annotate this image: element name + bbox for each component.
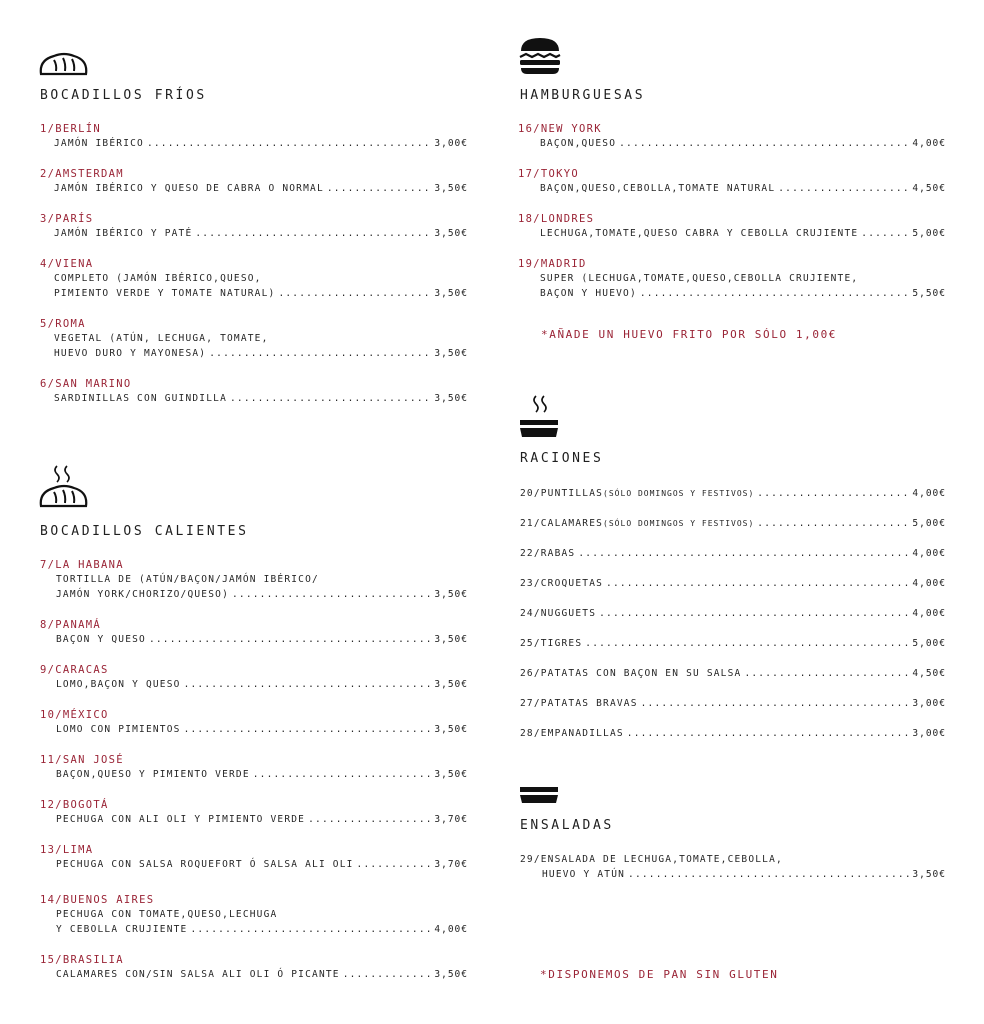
item-name: 13/LIMA [40, 844, 94, 856]
dot-leader [147, 136, 431, 151]
item-desc: HUEVO DURO Y MAYONESA) [54, 348, 207, 359]
item-name: 8/PANAMÁ [40, 619, 101, 631]
item-desc-line: SUPER (LECHUGA,TOMATE,QUESO,CEBOLLA CRUJIENTE, [540, 273, 859, 284]
dot-leader [357, 857, 432, 872]
menu-item [40, 843, 468, 872]
item-name: 14/BUENOS AIRES [40, 894, 155, 906]
item-price: 4,00€ [912, 138, 946, 149]
racion-item [520, 546, 946, 561]
item-price: 3,50€ [434, 769, 468, 780]
item-name: 11/SAN JOSÉ [40, 754, 124, 766]
menu-item [40, 257, 468, 301]
racion-name [520, 486, 754, 501]
bowl-icon [518, 786, 560, 804]
menu-item [518, 257, 946, 301]
item-price-line [40, 587, 468, 602]
item-desc: LOMO,BAÇON Y QUESO [56, 679, 181, 690]
menu-item [40, 663, 468, 692]
dot-leader [253, 767, 432, 782]
racion-name [520, 606, 596, 621]
racion-price: 4,00€ [912, 578, 946, 589]
racion-price: 4,50€ [912, 668, 946, 679]
ensalada-desc-line: 29/ENSALADA DE LECHUGA,TOMATE,CEBOLLA, [520, 854, 783, 865]
dot-leader [640, 286, 910, 301]
dot-leader [149, 632, 431, 647]
item-price-line [40, 346, 468, 361]
item-desc: LECHUGA,TOMATE,QUESO CABRA Y CEBOLLA CRUJIENTE [540, 228, 859, 239]
item-desc: SARDINILLAS CON GUINDILLA [54, 393, 227, 404]
dot-leader [619, 136, 909, 151]
dot-leader [278, 286, 431, 301]
item-desc: LOMO CON PIMIENTOS [56, 724, 181, 735]
item-desc: JAMÓN IBÉRICO [54, 138, 144, 149]
item-name: 16/NEW YORK [518, 123, 602, 135]
item-desc: BAÇON Y QUESO [56, 634, 146, 645]
racion-price: 3,00€ [912, 728, 946, 739]
dot-leader [641, 696, 910, 711]
menu-item [518, 212, 946, 241]
dot-leader [209, 346, 431, 361]
section-title-calientes: BOCADILLOS CALIENTES [40, 524, 249, 539]
item-price-line [40, 767, 468, 782]
racion-name [520, 726, 624, 741]
racion-availability: (SÓLO DOMINGOS Y FESTIVOS) [603, 519, 755, 528]
section-title-hamburguesas: HAMBURGUESAS [520, 88, 646, 103]
item-name: 18/LONDRES [518, 213, 595, 225]
item-price-line [40, 136, 468, 151]
item-price-line [518, 226, 946, 241]
racion-item [520, 666, 946, 681]
racion-price: 4,00€ [912, 488, 946, 499]
item-price: 3,50€ [434, 348, 468, 359]
dot-leader [308, 812, 431, 827]
item-price-line [40, 722, 468, 737]
item-desc-line: COMPLETO (JAMÓN IBÉRICO,QUESO, [54, 273, 262, 284]
item-name: 4/VIENA [40, 258, 94, 270]
item-price-line [40, 286, 468, 301]
item-price: 4,50€ [912, 183, 946, 194]
item-desc: BAÇON Y HUEVO) [540, 288, 637, 299]
item-price-line [40, 812, 468, 827]
item-desc: PECHUGA CON SALSA ROQUEFORT Ó SALSA ALI OLI [56, 859, 354, 870]
item-price-line [40, 226, 468, 241]
racion-price: 4,00€ [912, 608, 946, 619]
racion-name [520, 546, 575, 561]
dot-leader [778, 181, 909, 196]
item-price: 3,50€ [434, 183, 468, 194]
racion-label: 20/PUNTILLAS [520, 488, 604, 499]
menu-item [518, 122, 946, 151]
racion-name [520, 696, 638, 711]
menu-item [40, 212, 468, 241]
racion-item [520, 726, 946, 741]
item-price: 3,50€ [434, 228, 468, 239]
item-price: 3,50€ [434, 969, 468, 980]
dot-leader [578, 546, 909, 561]
item-name: 12/BOGOTÁ [40, 799, 109, 811]
item-price-line [40, 632, 468, 647]
racion-label: 21/CALAMARES [520, 518, 604, 529]
item-price-line [518, 286, 946, 301]
racion-price: 5,00€ [912, 518, 946, 529]
ensalada-desc-last: HUEVO Y ATÚN [542, 869, 626, 880]
ensalada-price: 3,50€ [912, 869, 946, 880]
item-price: 3,50€ [434, 288, 468, 299]
item-price-line [40, 181, 468, 196]
dot-leader [757, 516, 909, 531]
item-price: 3,50€ [434, 634, 468, 645]
racion-price: 3,00€ [912, 698, 946, 709]
section-title-ensaladas: ENSALADAS [520, 818, 614, 833]
dot-leader [627, 726, 910, 741]
item-desc: BAÇON,QUESO,CEBOLLA,TOMATE NATURAL [540, 183, 776, 194]
racion-price: 4,00€ [912, 548, 946, 559]
hot-dish-icon [518, 394, 560, 440]
item-name: 15/BRASILIA [40, 954, 124, 966]
racion-item [520, 606, 946, 621]
item-price-line [40, 967, 468, 982]
item-desc: JAMÓN IBÉRICO Y QUESO DE CABRA O NORMAL [54, 183, 324, 194]
item-desc-line: TORTILLA DE (ATÚN/BAÇON/JAMÓN IBÉRICO/ [56, 574, 319, 585]
dot-leader [343, 967, 432, 982]
racion-label: 23/CROQUETAS [520, 578, 604, 589]
menu-item [518, 167, 946, 196]
dot-leader [230, 391, 431, 406]
racion-name [520, 576, 603, 591]
menu-item [40, 953, 468, 982]
item-name: 19/MADRID [518, 258, 587, 270]
item-price: 5,50€ [912, 288, 946, 299]
item-name: 2/AMSTERDAM [40, 168, 124, 180]
racion-item [520, 486, 946, 501]
racion-item [520, 516, 946, 531]
racion-label: 28/EMPANADILLAS [520, 728, 624, 739]
dot-leader [585, 636, 909, 651]
racion-item [520, 696, 946, 711]
menu-item [40, 893, 468, 937]
bread-icon [38, 50, 90, 78]
item-desc: CALAMARES CON/SIN SALSA ALI OLI Ó PICANTE [56, 969, 340, 980]
dot-leader [327, 181, 432, 196]
racion-name [520, 666, 741, 681]
menu-item [40, 798, 468, 827]
item-name: 6/SAN MARINO [40, 378, 132, 390]
menu-item [40, 618, 468, 647]
menu-item [40, 377, 468, 406]
dot-leader [184, 722, 432, 737]
item-name: 1/BERLÍN [40, 123, 101, 135]
item-desc: JAMÓN IBÉRICO Y PATÉ [54, 228, 193, 239]
menu-item [40, 708, 468, 737]
item-desc-line: VEGETAL (ATÚN, LECHUGA, TOMATE, [54, 333, 269, 344]
item-price: 3,70€ [434, 859, 468, 870]
burger-icon [518, 36, 562, 76]
item-price: 4,00€ [434, 924, 468, 935]
item-price: 5,00€ [912, 228, 946, 239]
item-name: 3/PARÍS [40, 213, 94, 225]
item-price-line [40, 391, 468, 406]
dot-leader [861, 226, 909, 241]
item-price-line [40, 677, 468, 692]
racion-item [520, 576, 946, 591]
item-name: 7/LA HABANA [40, 559, 124, 571]
item-name: 10/MÉXICO [40, 709, 109, 721]
dot-leader [757, 486, 909, 501]
item-desc: Y CEBOLLA CRUJIENTE [56, 924, 188, 935]
dot-leader [744, 666, 909, 681]
menu-item [40, 753, 468, 782]
huevo-note: *AÑADE UN HUEVO FRITO POR SÓLO 1,00€ [541, 328, 838, 341]
menu-item [40, 317, 468, 361]
menu-item [40, 122, 468, 151]
racion-label: 24/NUGGUETS [520, 608, 597, 619]
dot-leader [599, 606, 909, 621]
racion-name [520, 636, 582, 651]
racion-item [520, 636, 946, 651]
item-desc-line: PECHUGA CON TOMATE,QUESO,LECHUGA [56, 909, 278, 920]
item-price: 3,50€ [434, 589, 468, 600]
dot-leader [184, 677, 432, 692]
item-price-line [518, 181, 946, 196]
item-price: 3,50€ [434, 679, 468, 690]
item-desc: PIMIENTO VERDE Y TOMATE NATURAL) [54, 288, 276, 299]
item-desc: BAÇON,QUESO [540, 138, 617, 149]
item-desc: PECHUGA CON ALI OLI Y PIMIENTO VERDE [56, 814, 306, 825]
racion-price: 5,00€ [912, 638, 946, 649]
item-price: 3,50€ [434, 393, 468, 404]
item-price: 3,50€ [434, 724, 468, 735]
ensalada-item [520, 852, 946, 882]
racion-availability: (SÓLO DOMINGOS Y FESTIVOS) [603, 489, 755, 498]
section-title-raciones: RACIONES [520, 451, 604, 466]
item-desc: BAÇON,QUESO Y PIMIENTO VERDE [56, 769, 250, 780]
racion-name [520, 516, 754, 531]
item-price-line [40, 922, 468, 937]
racion-label: 25/TIGRES [520, 638, 583, 649]
gluten-note: *DISPONEMOS DE PAN SIN GLUTEN [540, 968, 779, 981]
hot-bread-icon [38, 462, 90, 510]
section-title-frios: BOCADILLOS FRÍOS [40, 88, 207, 103]
dot-leader [195, 226, 431, 241]
item-name: 5/ROMA [40, 318, 86, 330]
racion-label: 26/PATATAS CON BAÇON EN SU SALSA [520, 668, 742, 679]
dot-leader [232, 587, 431, 602]
item-price-line [518, 136, 946, 151]
dot-leader [628, 867, 909, 882]
item-price-line [40, 857, 468, 872]
menu-item [40, 167, 468, 196]
ensalada-price-line [520, 867, 946, 882]
dot-leader [606, 576, 909, 591]
item-name: 17/TOKYO [518, 168, 579, 180]
menu-item [40, 558, 468, 602]
racion-label: 27/PATATAS BRAVAS [520, 698, 638, 709]
item-price: 3,00€ [434, 138, 468, 149]
racion-label: 22/RABAS [520, 548, 576, 559]
item-name: 9/CARACAS [40, 664, 109, 676]
item-desc: JAMÓN YORK/CHORIZO/QUESO) [56, 589, 229, 600]
item-price: 3,70€ [434, 814, 468, 825]
dot-leader [190, 922, 431, 937]
